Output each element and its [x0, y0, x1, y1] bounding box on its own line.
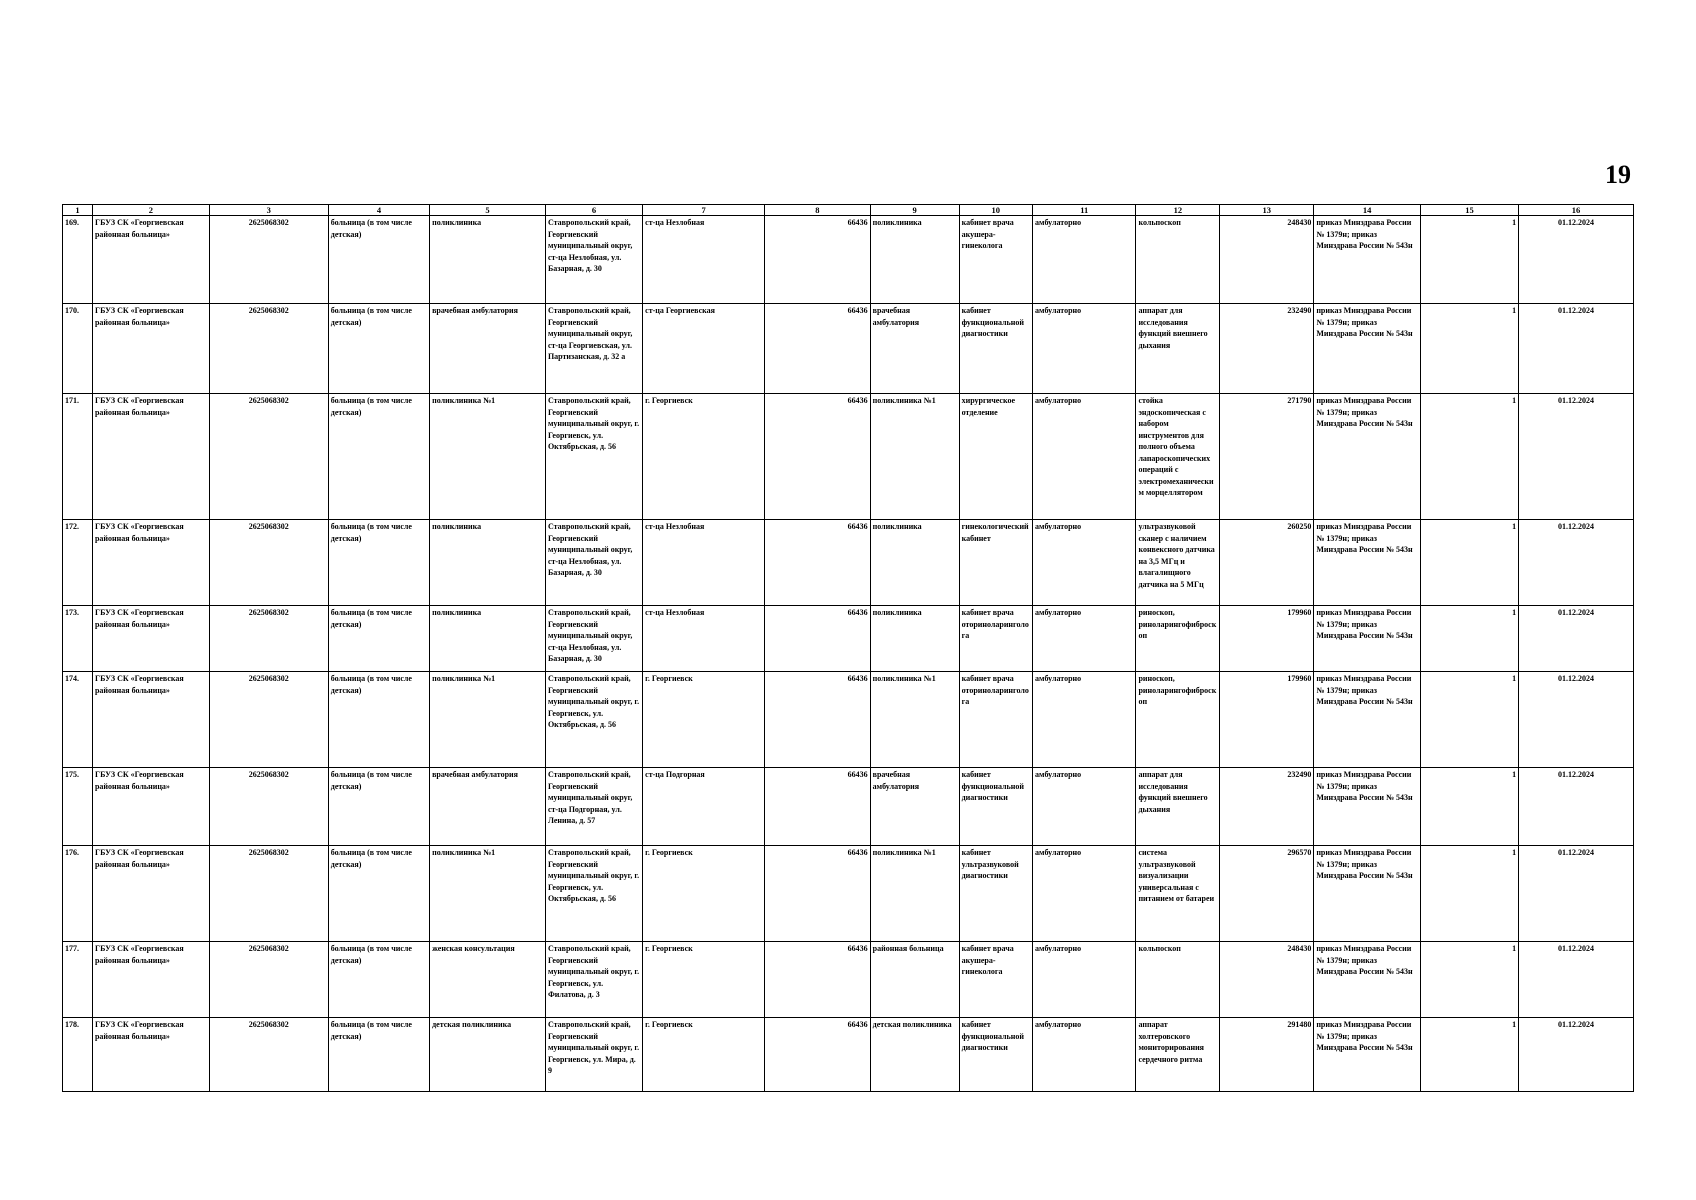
cell-inn-code: 2625068302	[209, 394, 328, 520]
cell-subdivision: поликлиника	[870, 606, 959, 672]
cell-row-number: 171.	[63, 394, 93, 520]
cell-service-mode: амбулаторно	[1033, 846, 1136, 942]
cell-organization-type: больница (в том числе детская)	[328, 394, 429, 520]
cell-price: 260250	[1220, 520, 1314, 606]
cell-service-mode: амбулаторно	[1033, 216, 1136, 304]
cell-organization-name: ГБУЗ СК «Георгиевская районная больница»	[92, 768, 209, 846]
cell-subdivision: поликлиника №1	[870, 846, 959, 942]
cell-settlement: ст-ца Незлобная	[643, 606, 765, 672]
cell-regulatory-order: приказ Минздрава России № 1379н; приказ Минздрава России № 543н	[1314, 606, 1421, 672]
cell-organization-type: больница (в том числе детская)	[328, 304, 429, 394]
header-row	[63, 205, 1634, 216]
cell-equipment-name: риноскоп, риноларингофиброскоп	[1136, 606, 1220, 672]
cell-inn-code: 2625068302	[209, 672, 328, 768]
cell-regulatory-order: приказ Минздрава России № 1379н; приказ Минздрава России № 543н	[1314, 520, 1421, 606]
cell-equipment-name: кольпоскоп	[1136, 216, 1220, 304]
cell-equipment-name: стойка эндоскопическая с набором инструментов для полного объема лапароскопических операций с электромеханическим морцеллятором	[1136, 394, 1220, 520]
cell-subdivision: поликлиника	[870, 520, 959, 606]
cell-price: 291480	[1220, 1018, 1314, 1092]
cell-structural-unit: поликлиника	[430, 216, 546, 304]
cell-row-number: 170.	[63, 304, 93, 394]
cell-subdivision: поликлиника №1	[870, 672, 959, 768]
cell-structural-unit: поликлиника	[430, 606, 546, 672]
cell-date: 01.12.2024	[1519, 672, 1634, 768]
cell-organization-name: ГБУЗ СК «Георгиевская районная больница»	[92, 672, 209, 768]
cell-regulatory-order: приказ Минздрава России № 1379н; приказ Минздрава России № 543н	[1314, 768, 1421, 846]
cell-regulatory-order: приказ Минздрава России № 1379н; приказ Минздрава России № 543н	[1314, 672, 1421, 768]
table-row	[63, 520, 1634, 606]
cell-subdivision: поликлиника №1	[870, 394, 959, 520]
cell-quantity: 1	[1420, 520, 1518, 606]
cell-oktmo-code: 66436	[765, 942, 870, 1018]
cell-inn-code: 2625068302	[209, 1018, 328, 1092]
cell-row-number: 173.	[63, 606, 93, 672]
cell-service-mode: амбулаторно	[1033, 768, 1136, 846]
cell-subdivision: врачебная амбулатория	[870, 768, 959, 846]
cell-cabinet: кабинет функциональной диагностики	[959, 768, 1032, 846]
cell-address: Ставропольский край, Георгиевский муниципальный округ, г. Георгиевск, ул. Октябрьская, д. 56	[545, 846, 642, 942]
table-row	[63, 846, 1634, 942]
cell-equipment-name: ультразвуковой сканер с наличием конвексного датчика на 3,5 МГц и влагалищного датчика на 5 МГц	[1136, 520, 1220, 606]
column-header-8: 8	[765, 205, 870, 216]
cell-cabinet: кабинет врача акушера-гинеколога	[959, 942, 1032, 1018]
cell-settlement: ст-ца Незлобная	[643, 520, 765, 606]
cell-quantity: 1	[1420, 942, 1518, 1018]
cell-structural-unit: поликлиника №1	[430, 672, 546, 768]
cell-row-number: 175.	[63, 768, 93, 846]
cell-cabinet: кабинет врача оториноларинголога	[959, 672, 1032, 768]
cell-organization-name: ГБУЗ СК «Георгиевская районная больница»	[92, 1018, 209, 1092]
cell-regulatory-order: приказ Минздрава России № 1379н; приказ Минздрава России № 543н	[1314, 1018, 1421, 1092]
column-header-1: 1	[63, 205, 93, 216]
column-header-6: 6	[545, 205, 642, 216]
cell-organization-type: больница (в том числе детская)	[328, 520, 429, 606]
cell-cabinet: гинекологический кабинет	[959, 520, 1032, 606]
cell-regulatory-order: приказ Минздрава России № 1379н; приказ Минздрава России № 543н	[1314, 846, 1421, 942]
cell-organization-type: больница (в том числе детская)	[328, 846, 429, 942]
cell-row-number: 176.	[63, 846, 93, 942]
cell-service-mode: амбулаторно	[1033, 672, 1136, 768]
cell-organization-type: больница (в том числе детская)	[328, 672, 429, 768]
cell-oktmo-code: 66436	[765, 216, 870, 304]
cell-price: 179960	[1220, 606, 1314, 672]
cell-regulatory-order: приказ Минздрава России № 1379н; приказ Минздрава России № 543н	[1314, 394, 1421, 520]
cell-oktmo-code: 66436	[765, 394, 870, 520]
cell-cabinet: кабинет врача акушера-гинеколога	[959, 216, 1032, 304]
cell-inn-code: 2625068302	[209, 768, 328, 846]
cell-organization-name: ГБУЗ СК «Георгиевская районная больница»	[92, 942, 209, 1018]
column-header-16: 16	[1519, 205, 1634, 216]
cell-settlement: г. Георгиевск	[643, 942, 765, 1018]
cell-organization-type: больница (в том числе детская)	[328, 606, 429, 672]
cell-inn-code: 2625068302	[209, 942, 328, 1018]
cell-subdivision: поликлиника	[870, 216, 959, 304]
cell-quantity: 1	[1420, 394, 1518, 520]
cell-address: Ставропольский край, Георгиевский муниципальный округ, г. Георгиевск, ул. Филатова, д. 3	[545, 942, 642, 1018]
table-row	[63, 768, 1634, 846]
cell-settlement: г. Георгиевск	[643, 1018, 765, 1092]
cell-oktmo-code: 66436	[765, 304, 870, 394]
cell-price: 296570	[1220, 846, 1314, 942]
cell-address: Ставропольский край, Георгиевский муниципальный округ, ст-ца Георгиевская, ул. Партизанская, д. 32 а	[545, 304, 642, 394]
column-header-12: 12	[1136, 205, 1220, 216]
column-header-4: 4	[328, 205, 429, 216]
cell-oktmo-code: 66436	[765, 606, 870, 672]
cell-cabinet: кабинет функциональной диагностики	[959, 1018, 1032, 1092]
cell-equipment-name: кольпоскоп	[1136, 942, 1220, 1018]
cell-oktmo-code: 66436	[765, 672, 870, 768]
cell-oktmo-code: 66436	[765, 768, 870, 846]
cell-organization-type: больница (в том числе детская)	[328, 942, 429, 1018]
cell-service-mode: амбулаторно	[1033, 520, 1136, 606]
cell-settlement: г. Георгиевск	[643, 846, 765, 942]
cell-oktmo-code: 66436	[765, 846, 870, 942]
cell-regulatory-order: приказ Минздрава России № 1379н; приказ Минздрава России № 543н	[1314, 216, 1421, 304]
cell-equipment-name: аппарат холтеровского мониторирования сердечного ритма	[1136, 1018, 1220, 1092]
cell-quantity: 1	[1420, 304, 1518, 394]
cell-settlement: ст-ца Подгорная	[643, 768, 765, 846]
table-body	[63, 216, 1634, 1092]
cell-date: 01.12.2024	[1519, 768, 1634, 846]
cell-structural-unit: поликлиника №1	[430, 394, 546, 520]
cell-structural-unit: поликлиника	[430, 520, 546, 606]
column-header-5: 5	[430, 205, 546, 216]
cell-address: Ставропольский край, Георгиевский муниципальный округ, ст-ца Незлобная, ул. Базарная, д. 30	[545, 520, 642, 606]
table-row	[63, 672, 1634, 768]
cell-organization-type: больница (в том числе детская)	[328, 216, 429, 304]
cell-address: Ставропольский край, Георгиевский муниципальный округ, г. Георгиевск, ул. Мира, д. 9	[545, 1018, 642, 1092]
cell-regulatory-order: приказ Минздрава России № 1379н; приказ Минздрава России № 543н	[1314, 304, 1421, 394]
cell-date: 01.12.2024	[1519, 304, 1634, 394]
column-header-15: 15	[1420, 205, 1518, 216]
equipment-register-table	[62, 204, 1634, 1092]
cell-price: 248430	[1220, 216, 1314, 304]
cell-settlement: г. Георгиевск	[643, 672, 765, 768]
cell-organization-name: ГБУЗ СК «Георгиевская районная больница»	[92, 216, 209, 304]
cell-quantity: 1	[1420, 216, 1518, 304]
cell-oktmo-code: 66436	[765, 1018, 870, 1092]
cell-address: Ставропольский край, Георгиевский муниципальный округ, г. Георгиевск, ул. Октябрьская, д. 56	[545, 394, 642, 520]
table-header	[63, 205, 1634, 216]
cell-quantity: 1	[1420, 1018, 1518, 1092]
cell-structural-unit: врачебная амбулатория	[430, 768, 546, 846]
cell-date: 01.12.2024	[1519, 1018, 1634, 1092]
cell-row-number: 178.	[63, 1018, 93, 1092]
cell-quantity: 1	[1420, 846, 1518, 942]
cell-equipment-name: аппарат для исследования функций внешнего дыхания	[1136, 304, 1220, 394]
table-row	[63, 216, 1634, 304]
cell-regulatory-order: приказ Минздрава России № 1379н; приказ Минздрава России № 543н	[1314, 942, 1421, 1018]
cell-price: 232490	[1220, 768, 1314, 846]
cell-cabinet: кабинет ультразвуковой диагностики	[959, 846, 1032, 942]
column-header-13: 13	[1220, 205, 1314, 216]
cell-settlement: г. Георгиевск	[643, 394, 765, 520]
cell-cabinet: хирургическое отделение	[959, 394, 1032, 520]
cell-inn-code: 2625068302	[209, 846, 328, 942]
cell-settlement: ст-ца Незлобная	[643, 216, 765, 304]
cell-cabinet: кабинет врача оториноларинголога	[959, 606, 1032, 672]
column-header-3: 3	[209, 205, 328, 216]
cell-equipment-name: риноскоп, риноларингофиброскоп	[1136, 672, 1220, 768]
table-row	[63, 304, 1634, 394]
cell-address: Ставропольский край, Георгиевский муниципальный округ, ст-ца Незлобная, ул. Базарная, д. 30	[545, 216, 642, 304]
cell-service-mode: амбулаторно	[1033, 942, 1136, 1018]
cell-structural-unit: поликлиника №1	[430, 846, 546, 942]
cell-organization-name: ГБУЗ СК «Георгиевская районная больница»	[92, 606, 209, 672]
cell-quantity: 1	[1420, 768, 1518, 846]
cell-settlement: ст-ца Георгиевская	[643, 304, 765, 394]
column-header-7: 7	[643, 205, 765, 216]
cell-organization-name: ГБУЗ СК «Георгиевская районная больница»	[92, 846, 209, 942]
cell-date: 01.12.2024	[1519, 394, 1634, 520]
column-header-10: 10	[959, 205, 1032, 216]
column-header-9: 9	[870, 205, 959, 216]
cell-date: 01.12.2024	[1519, 520, 1634, 606]
cell-row-number: 172.	[63, 520, 93, 606]
cell-price: 271790	[1220, 394, 1314, 520]
table-row	[63, 394, 1634, 520]
cell-equipment-name: система ультразвуковой визуализации универсальная с питанием от батареи	[1136, 846, 1220, 942]
cell-service-mode: амбулаторно	[1033, 1018, 1136, 1092]
cell-date: 01.12.2024	[1519, 216, 1634, 304]
cell-quantity: 1	[1420, 672, 1518, 768]
cell-date: 01.12.2024	[1519, 846, 1634, 942]
table-row	[63, 1018, 1634, 1092]
column-header-2: 2	[92, 205, 209, 216]
cell-price: 232490	[1220, 304, 1314, 394]
cell-subdivision: районная больница	[870, 942, 959, 1018]
column-header-14: 14	[1314, 205, 1421, 216]
column-header-11: 11	[1033, 205, 1136, 216]
cell-row-number: 177.	[63, 942, 93, 1018]
cell-subdivision: детская поликлиника	[870, 1018, 959, 1092]
cell-date: 01.12.2024	[1519, 606, 1634, 672]
cell-service-mode: амбулаторно	[1033, 304, 1136, 394]
cell-inn-code: 2625068302	[209, 216, 328, 304]
cell-organization-type: больница (в том числе детская)	[328, 1018, 429, 1092]
cell-organization-type: больница (в том числе детская)	[328, 768, 429, 846]
cell-cabinet: кабинет функциональной диагностики	[959, 304, 1032, 394]
cell-inn-code: 2625068302	[209, 304, 328, 394]
cell-price: 248430	[1220, 942, 1314, 1018]
cell-structural-unit: врачебная амбулатория	[430, 304, 546, 394]
cell-organization-name: ГБУЗ СК «Георгиевская районная больница»	[92, 520, 209, 606]
cell-address: Ставропольский край, Георгиевский муниципальный округ, г. Георгиевск, ул. Октябрьская, д. 56	[545, 672, 642, 768]
cell-address: Ставропольский край, Георгиевский муниципальный округ, ст-ца Незлобная, ул. Базарная, д. 30	[545, 606, 642, 672]
cell-oktmo-code: 66436	[765, 520, 870, 606]
table-row	[63, 606, 1634, 672]
cell-row-number: 169.	[63, 216, 93, 304]
cell-service-mode: амбулаторно	[1033, 394, 1136, 520]
cell-service-mode: амбулаторно	[1033, 606, 1136, 672]
table-row	[63, 942, 1634, 1018]
cell-inn-code: 2625068302	[209, 606, 328, 672]
cell-structural-unit: детская поликлиника	[430, 1018, 546, 1092]
cell-price: 179960	[1220, 672, 1314, 768]
cell-row-number: 174.	[63, 672, 93, 768]
cell-quantity: 1	[1420, 606, 1518, 672]
cell-address: Ставропольский край, Георгиевский муниципальный округ, ст-ца Подгорная, ул. Ленина, д. 57	[545, 768, 642, 846]
page-number: 19	[1605, 160, 1631, 189]
cell-inn-code: 2625068302	[209, 520, 328, 606]
cell-organization-name: ГБУЗ СК «Георгиевская районная больница»	[92, 394, 209, 520]
cell-subdivision: врачебная амбулатория	[870, 304, 959, 394]
cell-organization-name: ГБУЗ СК «Георгиевская районная больница»	[92, 304, 209, 394]
cell-date: 01.12.2024	[1519, 942, 1634, 1018]
cell-structural-unit: женская консультация	[430, 942, 546, 1018]
cell-equipment-name: аппарат для исследования функций внешнего дыхания	[1136, 768, 1220, 846]
